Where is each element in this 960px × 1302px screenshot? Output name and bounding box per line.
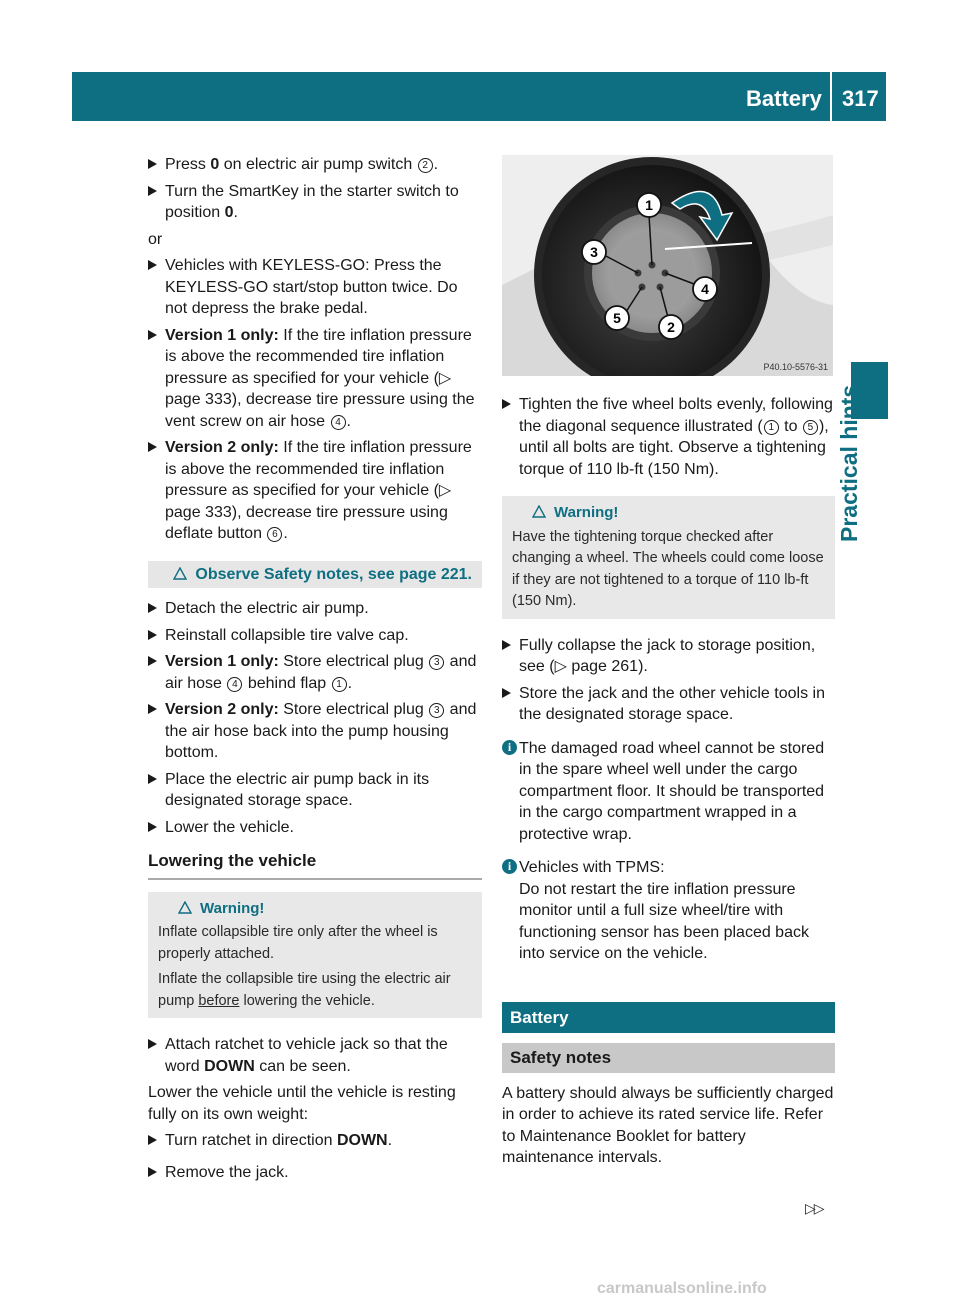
- figure-callout-5: [605, 306, 629, 330]
- step-lower-vehicle: Lower the vehicle.: [148, 817, 482, 839]
- or-text: or: [148, 230, 163, 248]
- figure-code: P40.10-5576-31: [763, 362, 828, 372]
- page-number: 317: [842, 86, 879, 111]
- step-tighten-bolts: Tighten the five wheel bolts evenly, following the diagonal sequence illustrated ( 1 to 5 ), until all bolts are tight. Observe a tightening torque of 110 lb-ft (150 Nm).: [502, 394, 835, 480]
- callout-3: 3: [429, 703, 444, 718]
- info-icon: i: [502, 740, 517, 755]
- watermark: carmanualsonline.info: [597, 1280, 767, 1297]
- step-keyless-go: Vehicles with KEYLESS-GO: Press the KEYLESS-GO start/stop button twice. Do not depress the brake pedal.: [148, 255, 482, 320]
- warning-text: Have the tightening torque checked after changing a wheel. The wheels could come loose if they are not tightened to a torque of 110 lb-ft (150 Nm).: [512, 528, 824, 609]
- step-reinstall-cap: Reinstall collapsible tire valve cap.: [148, 625, 482, 647]
- step-press-0: Press 0 on electric air pump switch 2 .: [148, 154, 482, 176]
- svg-text:3: 3: [590, 244, 598, 260]
- safety-notes-line: Observe Safety notes, see page 221.: [148, 561, 482, 589]
- step-arrow-icon: [148, 656, 157, 666]
- figure-callout-3: [582, 240, 606, 264]
- left-column: [148, 154, 482, 1188]
- warning-triangle-icon: [532, 505, 546, 518]
- figure-callout-4: [693, 277, 717, 301]
- header-section-title: Battery: [746, 86, 822, 111]
- step-arrow-icon: [148, 603, 157, 613]
- warning-triangle-icon: [173, 567, 187, 580]
- page-ref-icon: ▷: [438, 369, 452, 387]
- warning-text-1: Inflate collapsible tire only after the wheel is properly attached.: [158, 924, 438, 962]
- step-arrow-icon: [148, 774, 157, 784]
- subheading-safety-notes: Safety notes: [502, 1043, 835, 1073]
- step-arrow-icon: [502, 688, 511, 698]
- step-arrow-icon: [148, 630, 157, 640]
- callout-1: 1: [764, 420, 779, 435]
- page-ref-icon: ▷: [438, 482, 452, 499]
- step-arrow-icon: [148, 186, 157, 196]
- step-arrow-icon: [148, 1167, 157, 1177]
- warning-title: Warning!: [158, 898, 472, 920]
- callout-5: 5: [803, 420, 818, 435]
- wheel-bolt-sequence-figure: [502, 155, 833, 376]
- svg-text:1: 1: [645, 197, 653, 213]
- warning-text-2: Inflate the collapsible tire using the electric air pump before lowering the vehicle.: [158, 971, 451, 1009]
- info-damaged-wheel: i The damaged road wheel cannot be stored in the spare wheel well under the cargo compartment floor. It should be transported in the cargo compartment wrapped in a protective wrap.: [502, 738, 835, 846]
- step-version2-pressure: Version 2 only: If the tire inflation pressure is above the recommended tire inflation pressure as specified for your vehicle (▷ page 333), decrease tire pressure using deflate button 6 .: [148, 437, 482, 545]
- step-arrow-icon: [148, 1135, 157, 1145]
- lower-text: Lower the vehicle until the vehicle is resting fully on its own weight:: [148, 1084, 456, 1123]
- step-arrow-icon: [148, 159, 157, 169]
- info-tpms: i Vehicles with TPMS: Do not restart the tire inflation pressure monitor until a full size wheel/tire with functioning sensor has been placed back into service on the vehicle.: [502, 857, 835, 965]
- svg-text:4: 4: [701, 281, 709, 297]
- step-version1-pressure: Version 1 only: If the tire inflation pressure is above the recommended tire inflation pressure as specified for your vehicle (▷ page 333), decrease tire pressure using the vent screw on air hose 4 .: [148, 325, 482, 433]
- step-arrow-icon: [148, 330, 157, 340]
- step-place-pump: Place the electric air pump back in its designated storage space.: [148, 769, 482, 812]
- section-heading-battery: Battery: [502, 1002, 835, 1034]
- callout-2: 2: [418, 158, 433, 173]
- warning-box-torque: [502, 496, 835, 619]
- page-ref-icon: ▷: [554, 658, 567, 675]
- right-column: [502, 394, 835, 1169]
- step-arrow-icon: [148, 1039, 157, 1049]
- warning-triangle-icon: [178, 901, 192, 914]
- step-detach-pump: Detach the electric air pump.: [148, 598, 482, 620]
- step-collapse-jack: Fully collapse the jack to storage position, see (▷ page 261).: [502, 635, 835, 678]
- side-tab-label: Practical hints: [836, 384, 862, 542]
- svg-text:2: 2: [667, 319, 675, 335]
- step-version2-store: Version 2 only: Store electrical plug 3 and the air hose back into the pump housing bottom.: [148, 699, 482, 764]
- step-arrow-icon: [148, 260, 157, 270]
- step-turn-ratchet: Turn ratchet in direction DOWN.: [148, 1130, 482, 1152]
- figure-callout-1: [637, 193, 661, 217]
- header-separator: [830, 72, 832, 121]
- battery-text: A battery should always be sufficiently charged in order to achieve its rated service life. Refer to Maintenance Booklet for battery maintenance intervals.: [502, 1084, 834, 1166]
- callout-3: 3: [429, 655, 444, 670]
- step-turn-smartkey: Turn the SmartKey in the starter switch to position 0.: [148, 181, 482, 224]
- continued-icon: ▷▷: [805, 1200, 823, 1216]
- svg-text:5: 5: [613, 310, 621, 326]
- callout-1: 1: [332, 677, 347, 692]
- callout-4: 4: [331, 415, 346, 430]
- step-attach-ratchet: Attach ratchet to vehicle jack so that the word DOWN can be seen.: [148, 1034, 482, 1077]
- step-arrow-icon: [148, 704, 157, 714]
- info-icon: i: [502, 859, 517, 874]
- step-arrow-icon: [502, 399, 511, 409]
- callout-4: 4: [227, 677, 242, 692]
- step-arrow-icon: [148, 822, 157, 832]
- step-version1-store: Version 1 only: Store electrical plug 3 and air hose 4 behind flap 1 .: [148, 651, 482, 694]
- callout-6: 6: [267, 527, 282, 542]
- step-arrow-icon: [502, 640, 511, 650]
- warning-box-lowering: [148, 892, 482, 1019]
- step-arrow-icon: [148, 442, 157, 452]
- step-store-jack: Store the jack and the other vehicle tools in the designated storage space.: [502, 683, 835, 726]
- warning-title: Warning!: [512, 502, 825, 524]
- step-remove-jack: Remove the jack.: [148, 1162, 482, 1184]
- section-heading-lowering: Lowering the vehicle: [148, 850, 482, 880]
- figure-callout-2: [659, 315, 683, 339]
